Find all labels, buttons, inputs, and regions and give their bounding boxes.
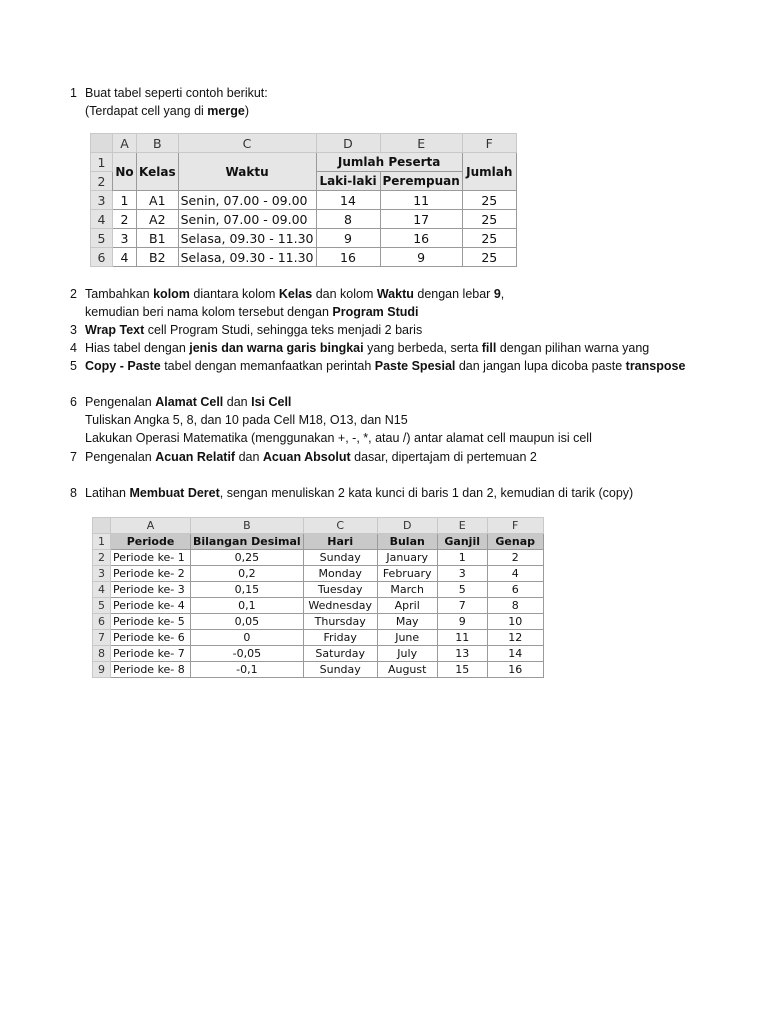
cell: 13 [437, 646, 487, 662]
table-row [93, 550, 544, 566]
col-letter: A [113, 134, 137, 153]
text-run: dan [223, 395, 252, 409]
row-number: 3 [91, 191, 113, 210]
header-no: No [113, 153, 137, 191]
col-letter: B [137, 134, 179, 153]
row-number: 1 [93, 534, 111, 550]
header-periode: Periode [111, 534, 191, 550]
cell: 11 [380, 191, 462, 210]
cell: Wednesday [303, 598, 377, 614]
row-number: 2 [91, 172, 113, 191]
cell: Tuesday [303, 582, 377, 598]
text-run: dan kolom [312, 287, 377, 301]
cell: 5 [437, 582, 487, 598]
cell: Saturday [303, 646, 377, 662]
item-number: 5 [70, 359, 77, 373]
item-4-line [70, 339, 650, 357]
text-run: Tambahkan [85, 287, 154, 301]
row-number: 5 [93, 598, 111, 614]
row-number: 2 [93, 550, 111, 566]
cell: 7 [437, 598, 487, 614]
cell: A2 [137, 210, 179, 229]
cell: 14 [487, 646, 543, 662]
cell: -0,1 [191, 662, 304, 678]
bold-run: Program Studi [332, 305, 419, 319]
item-number: 4 [70, 341, 77, 355]
header-bulan: Bulan [377, 534, 437, 550]
bold-run: Wrap Text [85, 323, 145, 337]
cell: Selasa, 09.30 - 11.30 [178, 248, 316, 267]
row-number: 1 [91, 153, 113, 172]
cell: 25 [462, 229, 516, 248]
cell: -0,05 [191, 646, 304, 662]
row-number: 3 [93, 566, 111, 582]
col-letter: F [487, 518, 543, 534]
item-3-line [70, 321, 644, 339]
item-number: 2 [70, 287, 77, 301]
cell: March [377, 582, 437, 598]
cell: Periode ke- 6 [111, 630, 191, 646]
cell: B2 [137, 248, 179, 267]
bold-run: Alamat Cell [155, 395, 224, 409]
table-row [93, 582, 544, 598]
cell: 17 [380, 210, 462, 229]
cell: Monday [303, 566, 377, 582]
col-letter: E [437, 518, 487, 534]
text-run: (Terdapat cell yang di [85, 104, 208, 118]
text-run: Lakukan Operasi Matematika (menggunakan +, -, *, atau /) antar alamat cell maupun isi cell [85, 431, 592, 445]
cell: 0,15 [191, 582, 304, 598]
text-run: Latihan [85, 486, 130, 500]
item-6-sub-2 [70, 429, 659, 447]
text-run: dengan pilihan warna yang [496, 341, 650, 355]
cell: 3 [437, 566, 487, 582]
row-number: 8 [93, 646, 111, 662]
bold-run: 9 [493, 287, 501, 301]
cell: 25 [462, 248, 516, 267]
text-run: ) [244, 104, 249, 118]
table-row [93, 662, 544, 678]
row-number: 4 [91, 210, 113, 229]
item-1-line [70, 84, 644, 102]
cell: 4 [113, 248, 137, 267]
row-number: 6 [93, 614, 111, 630]
text-run: dengan lebar [413, 287, 494, 301]
cell: 12 [487, 630, 543, 646]
text-run: dan [235, 450, 263, 464]
col-letter: D [316, 134, 380, 153]
cell: 1 [437, 550, 487, 566]
header-bilangan-desimal: Bilangan Desimal [191, 534, 304, 550]
header-laki-laki: Laki-laki [316, 172, 380, 191]
bold-run: Membuat Deret [129, 486, 220, 500]
table-row [93, 614, 544, 630]
cell: 6 [487, 582, 543, 598]
cell: A1 [137, 191, 179, 210]
cell: 8 [487, 598, 543, 614]
item-number: 6 [70, 395, 77, 409]
header-kelas: Kelas [137, 153, 179, 191]
cell: 0,05 [191, 614, 304, 630]
col-letter: B [191, 518, 304, 534]
table-row [91, 248, 517, 267]
item-5-line [70, 357, 686, 375]
table-row [91, 210, 517, 229]
cell: 8 [316, 210, 380, 229]
bold-run: transpose [625, 359, 686, 373]
bold-run: merge [207, 104, 245, 118]
bold-run: jenis dan warna garis bingkai [189, 341, 364, 355]
cell: 16 [380, 229, 462, 248]
cell: Sunday [303, 550, 377, 566]
col-letter: A [111, 518, 191, 534]
table-row [93, 630, 544, 646]
header-perempuan: Perempuan [380, 172, 462, 191]
cell: 0,25 [191, 550, 304, 566]
item-text: Buat tabel seperti contoh berikut: [85, 86, 268, 100]
cell: Thursday [303, 614, 377, 630]
text-run: cell Program Studi, sehingga teks menjadi 2 baris [144, 323, 423, 337]
cell: Senin, 07.00 - 09.00 [178, 191, 316, 210]
cell: January [377, 550, 437, 566]
col-letter: C [178, 134, 316, 153]
header-waktu: Waktu [178, 153, 316, 191]
bold-run: Acuan Absolut [262, 450, 351, 464]
bold-run: Acuan Relatif [155, 450, 236, 464]
cell: B1 [137, 229, 179, 248]
item-number: 3 [70, 323, 77, 337]
col-letter: D [377, 518, 437, 534]
header-genap: Genap [487, 534, 543, 550]
table-row [93, 598, 544, 614]
table-row [93, 646, 544, 662]
cell: August [377, 662, 437, 678]
cell: April [377, 598, 437, 614]
text-run: tabel dengan memanfaatkan perintah [160, 359, 375, 373]
text-run: diantara kolom [189, 287, 279, 301]
cell: 25 [462, 210, 516, 229]
cell: June [377, 630, 437, 646]
cell: 11 [437, 630, 487, 646]
text-run: Pengenalan [85, 395, 156, 409]
cell: Periode ke- 5 [111, 614, 191, 630]
item-7-line [70, 448, 644, 466]
cell: May [377, 614, 437, 630]
col-letter: C [303, 518, 377, 534]
cell: 1 [113, 191, 137, 210]
text-run: dasar, dipertajam di pertemuan 2 [350, 450, 537, 464]
cell: Sunday [303, 662, 377, 678]
cell: 9 [437, 614, 487, 630]
cell: Senin, 07.00 - 09.00 [178, 210, 316, 229]
cell: 0 [191, 630, 304, 646]
item-2-cont [70, 303, 659, 321]
cell: Periode ke- 2 [111, 566, 191, 582]
table-row [91, 229, 517, 248]
item-6-sub-1 [70, 411, 659, 429]
header-hari: Hari [303, 534, 377, 550]
cell: Periode ke- 1 [111, 550, 191, 566]
text-run: Tuliskan Angka 5, 8, dan 10 pada Cell M18, O13, dan N15 [85, 413, 408, 427]
cell: 9 [380, 248, 462, 267]
item-number: 1 [70, 86, 77, 100]
text-run: dan jangan lupa dicoba paste [455, 359, 626, 373]
bold-run: Isi Cell [251, 395, 292, 409]
text-run: , [500, 287, 505, 301]
bold-run: Copy - Paste [85, 359, 161, 373]
col-letter: E [380, 134, 462, 153]
text-run: yang berbeda, serta [363, 341, 482, 355]
cell: February [377, 566, 437, 582]
text-run: Hias tabel dengan [85, 341, 190, 355]
cell: 4 [487, 566, 543, 582]
cell: July [377, 646, 437, 662]
bold-run: Paste Spesial [374, 359, 456, 373]
item-number: 8 [70, 486, 77, 500]
row-number: 6 [91, 248, 113, 267]
bold-run: Waktu [376, 287, 414, 301]
table-row [93, 566, 544, 582]
cell: 14 [316, 191, 380, 210]
text-run: Pengenalan [85, 450, 156, 464]
item-1-note [70, 102, 659, 120]
cell: Friday [303, 630, 377, 646]
cell: 2 [487, 550, 543, 566]
header-ganjil: Ganjil [437, 534, 487, 550]
cell: 2 [113, 210, 137, 229]
row-number: 7 [93, 630, 111, 646]
cell: Periode ke- 8 [111, 662, 191, 678]
bold-run: fill [481, 341, 497, 355]
cell: 3 [113, 229, 137, 248]
cell: 10 [487, 614, 543, 630]
corner-cell [91, 134, 113, 153]
cell: Periode ke- 3 [111, 582, 191, 598]
cell: 16 [487, 662, 543, 678]
cell: Selasa, 09.30 - 11.30 [178, 229, 316, 248]
row-number: 9 [93, 662, 111, 678]
row-number: 5 [91, 229, 113, 248]
sample-table-2 [92, 517, 544, 678]
cell: 25 [462, 191, 516, 210]
cell: Periode ke- 4 [111, 598, 191, 614]
sample-table-1 [90, 133, 517, 267]
row-number: 4 [93, 582, 111, 598]
cell: 15 [437, 662, 487, 678]
item-6-line [70, 393, 644, 411]
cell: 0,2 [191, 566, 304, 582]
header-jumlah: Jumlah [462, 153, 516, 191]
text-run: kemudian beri nama kolom tersebut dengan [85, 305, 333, 319]
bold-run: Kelas [278, 287, 313, 301]
item-8-line [70, 484, 644, 502]
cell: 16 [316, 248, 380, 267]
header-jumlah-peserta: Jumlah Peserta [316, 153, 462, 172]
cell: Periode ke- 7 [111, 646, 191, 662]
cell: 0,1 [191, 598, 304, 614]
text-run: , sengan menuliskan 2 kata kunci di baris 1 dan 2, kemudian di tarik (copy) [219, 486, 634, 500]
table-row [91, 191, 517, 210]
bold-run: kolom [153, 287, 190, 301]
item-number: 7 [70, 450, 77, 464]
cell: 9 [316, 229, 380, 248]
corner-cell [93, 518, 111, 534]
item-2-line [70, 285, 644, 303]
col-letter: F [462, 134, 516, 153]
